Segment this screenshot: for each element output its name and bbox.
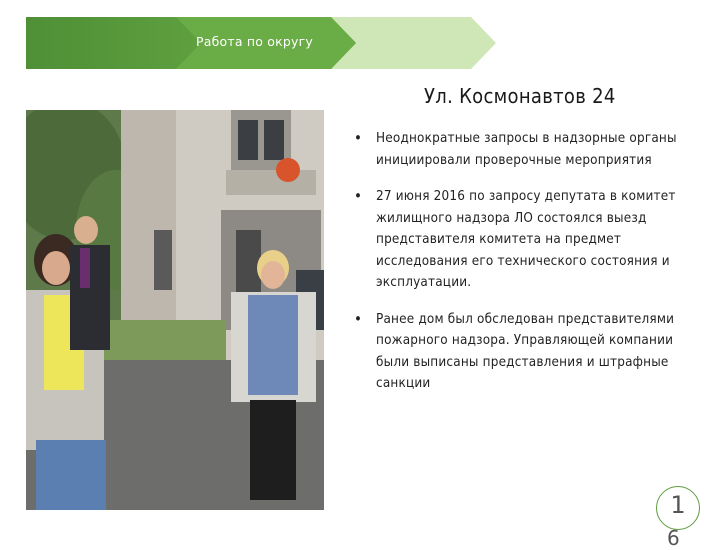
page-number-badge (656, 486, 700, 530)
bullet-marker: • (354, 187, 363, 205)
bullet-text: Неоднократные запросы в надзорные органы инициировали проверочные мероприятия (376, 131, 677, 168)
photo-image (26, 110, 324, 510)
section-label: Работа по округу (196, 34, 313, 49)
bullet-item (354, 309, 694, 395)
building-photo (26, 110, 324, 510)
bullet-text: 27 июня 2016 по запросу депутата в комитет жилищного надзора ЛО состоялся выезд представителя комитета на предмет исследования его технического состояния и эксплуатации. (376, 189, 676, 290)
section-ribbon (26, 17, 496, 69)
bullet-marker: • (354, 309, 363, 328)
bullet-list (354, 128, 694, 410)
bullet-item (354, 186, 694, 294)
page-number-overflow: 6 (667, 526, 680, 550)
bullet-item (354, 128, 694, 171)
bullet-marker: • (354, 129, 363, 147)
slide-title: Ул. Космонавтов 24 (424, 84, 616, 108)
bullet-text: Ранее дом был обследован представителями пожарного надзора. Управляющей компании были выписаны представления и штрафные санкции (376, 311, 675, 391)
page-number: 1 (670, 491, 686, 519)
